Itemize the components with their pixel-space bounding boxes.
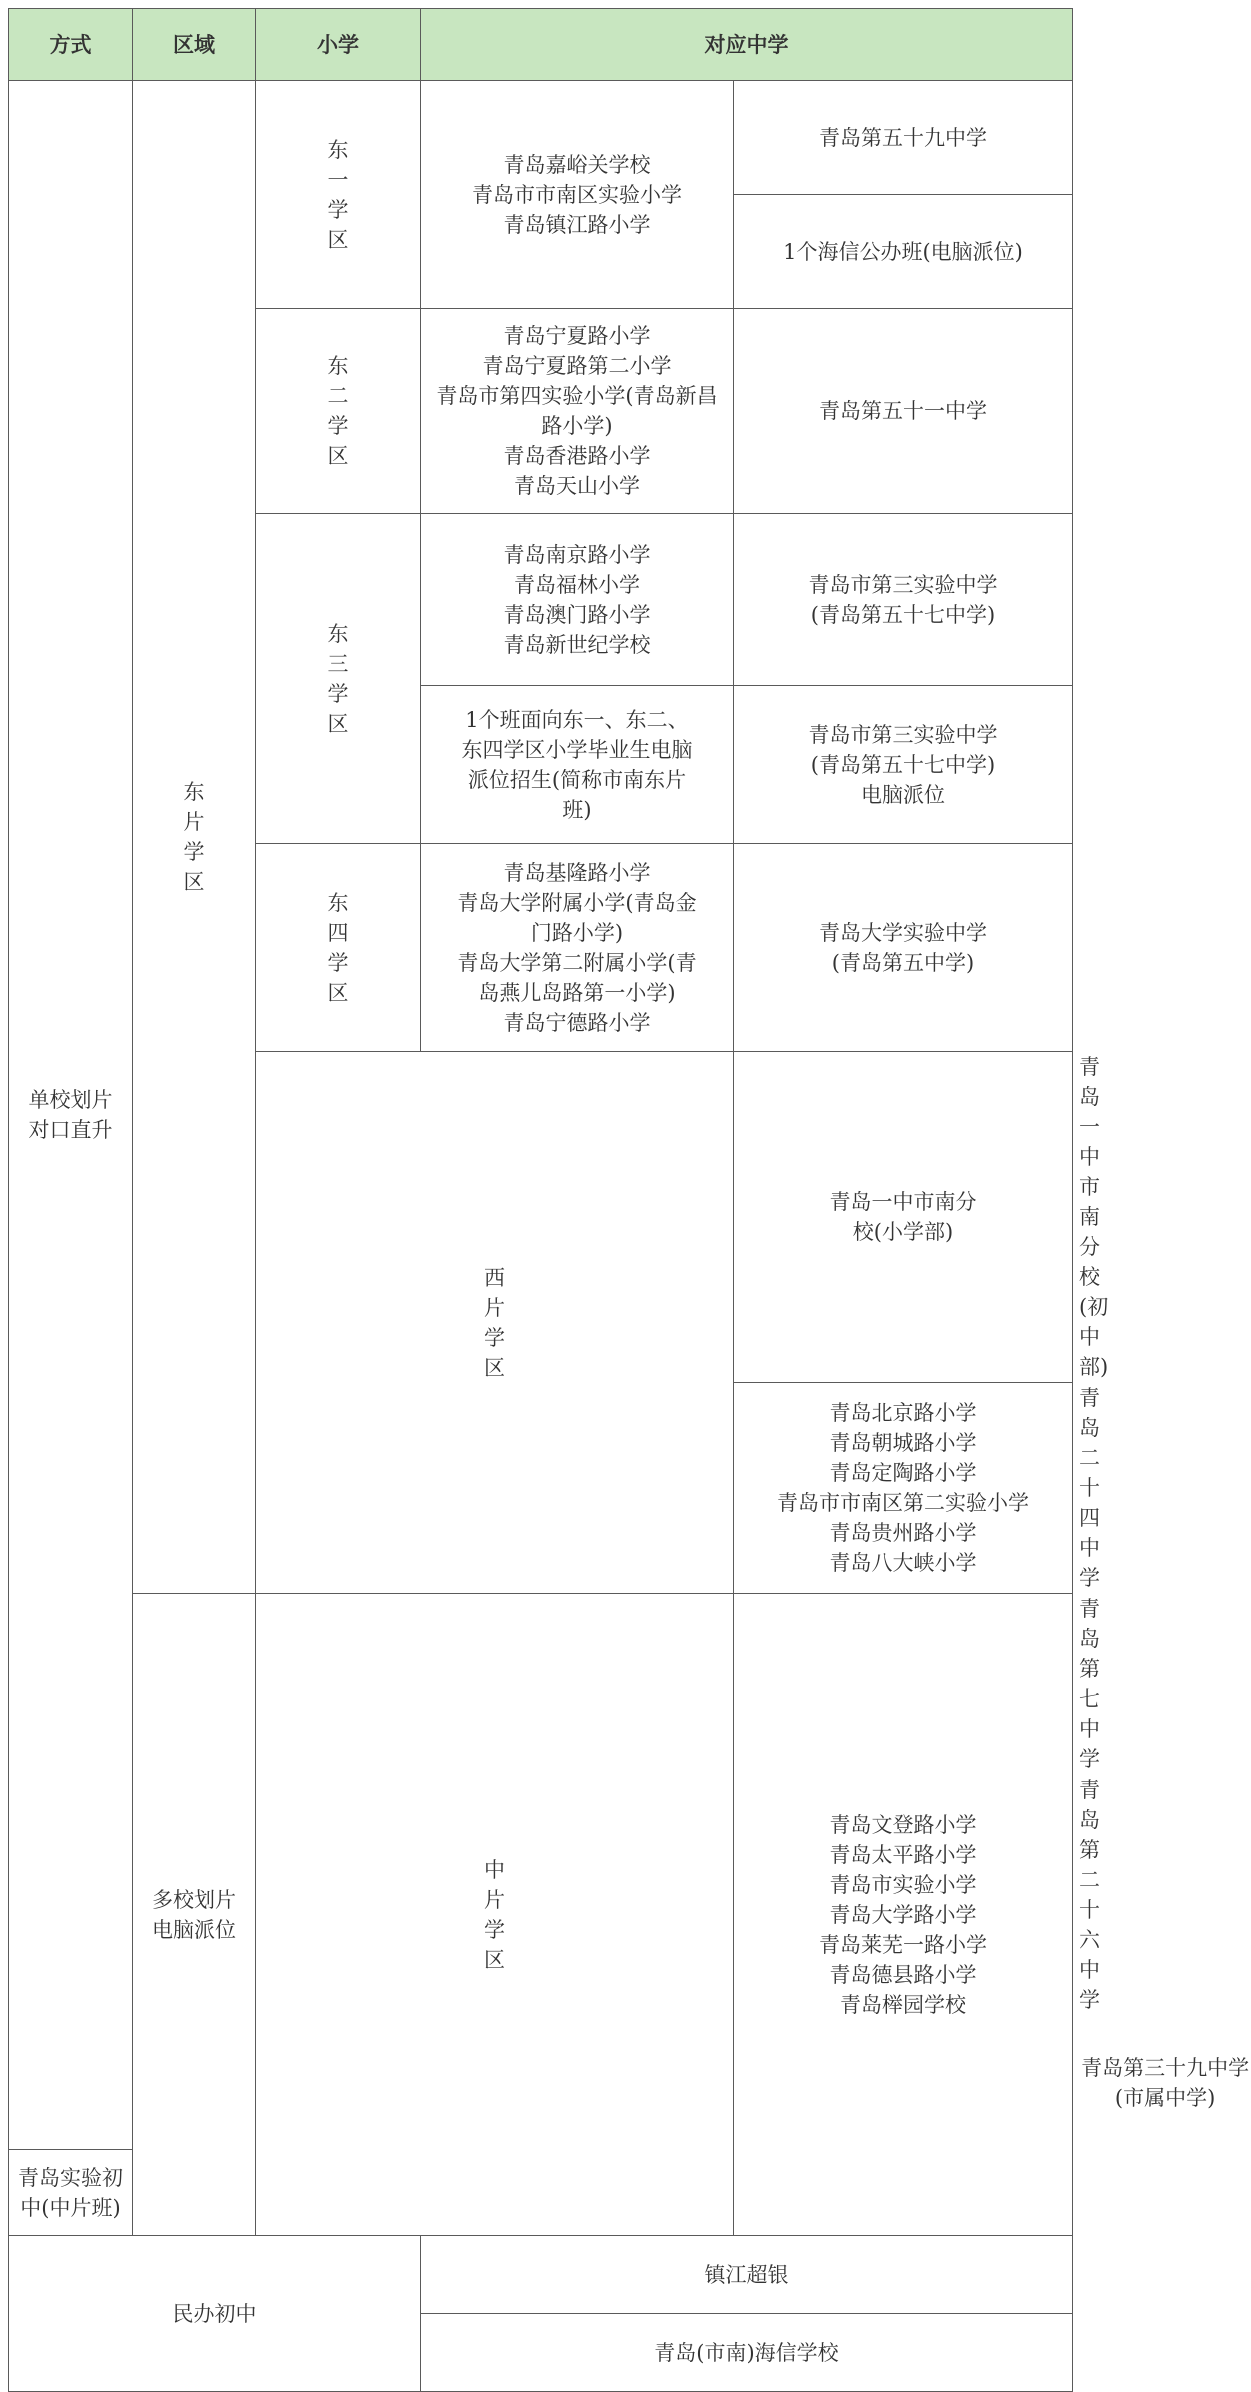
table-row: 青岛北京路小学 青岛朝城路小学 青岛定陶路小学 青岛市市南区第二实验小学 青岛贵州路小学 青岛八大峡小学 青岛二十四中学 (9, 1383, 1073, 1594)
d3-special-middle-text: 青岛市第三实验中学(青岛第五十七中学)电脑派位 (808, 722, 998, 807)
central-middle-3: 青岛实验初中(中片班) (9, 2150, 133, 2236)
list-item: 青岛澳门路小学 (503, 602, 651, 627)
d3-middle-text: 青岛市第三实验中学(青岛第五十七中学) (808, 572, 998, 627)
list-item: 青岛太平路小学 (829, 1842, 977, 1867)
zone-east-label: 东片学区 (183, 780, 205, 894)
table-row: 西片学区 青岛一中市南分校(小学部) 青岛一中市南分校(初中部) (9, 1052, 1073, 1383)
table-row: 青岛第二十六中学 (1079, 1778, 1100, 2012)
district-d2 (256, 309, 421, 514)
list-item: 青岛福林小学 (514, 572, 640, 597)
zone-central-label: 中片学区 (484, 1857, 505, 1972)
d2-primaries (421, 309, 734, 514)
list-item: 青岛榉园学校 (840, 1992, 966, 2017)
west-r1-primary (734, 1052, 1073, 1383)
d1-middle-1: 1个海信公办班(电脑派位) (734, 195, 1073, 309)
list-item: 青岛定陶路小学 (829, 1461, 977, 1485)
list-item: 青岛德县路小学 (829, 1962, 977, 1987)
district-d3 (256, 514, 421, 844)
d3-middle (734, 514, 1073, 686)
list-item: 青岛市实验小学 (829, 1872, 977, 1897)
d4-middle-text: 青岛大学实验中学(青岛第五中学) (819, 920, 987, 975)
header-region: 区域 (133, 9, 256, 81)
district-d1-label: 东一学区 (327, 137, 349, 252)
header-primary: 小学 (256, 9, 421, 81)
table-row: 多校划片电脑派位 中片学区 青岛文登路小学 青岛太平路小学 青岛市实验小学 青岛大学路小学 青岛莱芜一路小学 青岛德县路小学 青岛榉园学校 青岛第七中学 (9, 1594, 1073, 1775)
district-d4-label: 东四学区 (327, 890, 349, 1005)
method-multi-label: 多校划片电脑派位 (152, 1887, 236, 1942)
d3-special-class-text: 1个班面向东一、东二、东四学区小学毕业生电脑派位招生(简称市南东片班) (461, 707, 693, 822)
header-row (9, 9, 1073, 81)
list-item: 青岛新世纪学校 (503, 632, 651, 657)
list-item: 青岛南京路小学 (503, 542, 651, 567)
d4-middle (734, 844, 1073, 1052)
d1-middle-0: 青岛第五十九中学 (734, 81, 1073, 195)
district-d1 (256, 81, 421, 309)
list-item: 青岛朝城路小学 (829, 1431, 977, 1455)
district-d4 (256, 844, 421, 1052)
header-method: 方式 (9, 9, 133, 81)
zone-east (133, 81, 256, 1594)
d3-special-middle (734, 686, 1073, 844)
list-item: 青岛大学附属小学(青岛金门路小学) (457, 890, 697, 945)
list-item: 青岛宁德路小学 (503, 1010, 651, 1035)
list-item: 青岛嘉峪关学校 (503, 152, 651, 177)
list-item: 青岛镇江路小学 (503, 212, 651, 237)
method-single-label: 单校划片对口直升 (28, 1088, 113, 1142)
d3-primaries (421, 514, 734, 686)
zone-west (256, 1052, 734, 1594)
list-item: 青岛市市南区实验小学 (472, 182, 682, 207)
list-item: 青岛宁夏路第二小学 (482, 354, 672, 378)
list-item: 青岛天山小学 (514, 474, 640, 498)
west-r2-primaries (734, 1383, 1073, 1594)
list-item: 青岛莱芜一路小学 (819, 1932, 987, 1957)
zone-west-label: 西片学区 (484, 1265, 505, 1380)
d3-special-class (421, 686, 734, 844)
zone-private: 民办初中 (9, 2236, 421, 2392)
method-single (9, 81, 133, 2150)
d2-middle: 青岛第五十一中学 (734, 309, 1073, 514)
d4-primaries (421, 844, 734, 1052)
school-district-table (8, 8, 1250, 2392)
district-d3-label: 东三学区 (327, 621, 349, 736)
list-item: 青岛市第四实验小学(青岛新昌路小学) (436, 384, 718, 438)
list-item: 青岛贵州路小学 (829, 1521, 977, 1545)
list-item: 青岛香港路小学 (503, 444, 651, 468)
zone-central (256, 1594, 734, 2236)
list-item: 青岛宁夏路小学 (503, 324, 651, 348)
list-item: 青岛文登路小学 (829, 1812, 977, 1837)
list-item: 青岛北京路小学 (829, 1401, 977, 1425)
list-item: 青岛八大峡小学 (829, 1551, 977, 1575)
district-d2-label: 东二学区 (327, 354, 349, 468)
list-item: 青岛大学第二附属小学(青岛燕儿岛路第一小学) (457, 950, 697, 1005)
method-multi (133, 1594, 256, 2236)
private-school-1: 青岛(市南)海信学校 (421, 2314, 1073, 2392)
table-row (9, 81, 1073, 195)
header-middle: 对应中学 (421, 9, 1073, 81)
central-middle-2-text: 青岛第三十九中学(市属中学) (1081, 2055, 1250, 2110)
west-r1-primary-text: 青岛一中市南分校(小学部) (829, 1190, 977, 1244)
list-item: 青岛大学路小学 (829, 1902, 977, 1927)
list-item: 青岛市市南区第二实验小学 (777, 1491, 1029, 1515)
private-school-0: 镇江超银 (421, 2236, 1073, 2314)
d1-primaries (421, 81, 734, 309)
table-row (9, 2236, 1073, 2314)
list-item: 青岛基隆路小学 (503, 860, 651, 885)
central-primaries (734, 1594, 1073, 2236)
